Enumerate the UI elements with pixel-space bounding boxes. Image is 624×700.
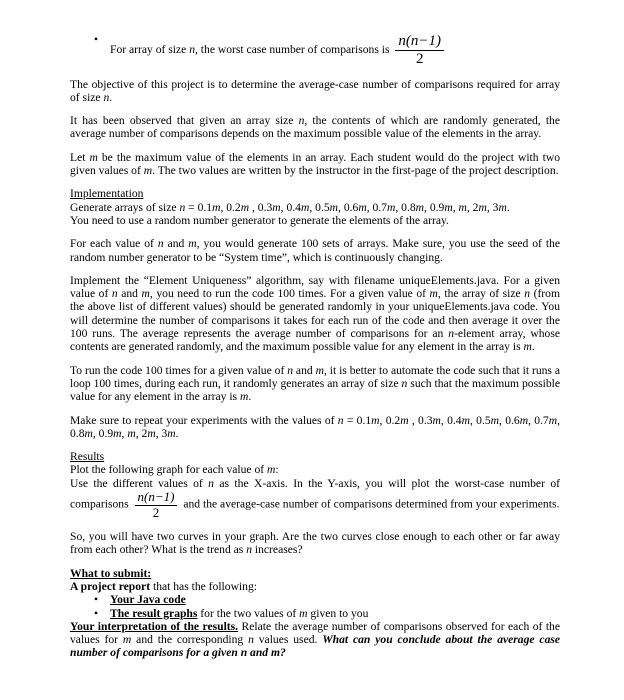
text-run: , 2: [135, 426, 148, 440]
text-run: m: [429, 287, 438, 301]
section-heading: [70, 187, 560, 200]
text-run: m: [432, 413, 441, 427]
text-run: A project report: [70, 580, 153, 593]
text-run: m: [122, 633, 132, 647]
paragraph: [70, 463, 560, 476]
text-run: , 0.5: [469, 413, 491, 427]
text-run: :: [275, 463, 279, 477]
text-run: , 0.7: [366, 200, 387, 214]
text-run: , 0.7: [528, 413, 549, 427]
text-run: given to you: [307, 606, 369, 620]
text-run: such that the maximum possible value for any element in the array is: [70, 376, 561, 404]
text-run: m: [188, 237, 197, 251]
text-run: increases?: [252, 543, 303, 557]
text-run: m: [329, 200, 339, 214]
text-run: , 0.6: [499, 413, 520, 427]
text-run: m: [490, 413, 500, 427]
section-heading: [70, 567, 560, 580]
text-run: , 0.3: [249, 200, 273, 214]
text-run: Implementation: [70, 187, 144, 201]
text-run: m: [299, 606, 308, 620]
list-item: [70, 607, 560, 620]
text-run: .: [506, 200, 510, 214]
text-run: m: [272, 200, 281, 214]
list-item-content: [110, 593, 186, 606]
text-run: m: [127, 426, 136, 440]
bullet-icon: •: [94, 593, 99, 607]
paragraph: [70, 580, 560, 593]
text-run: .: [248, 390, 252, 404]
text-run: , the contents of which are randomly generated, the average number of comparisons depends on the maximum possible value of the elements in the array.: [70, 114, 560, 141]
text-run: m: [239, 390, 249, 404]
text-run: n: [298, 114, 305, 128]
text-run: values used.: [253, 633, 323, 647]
fraction-numerator: n(n−1): [135, 490, 178, 506]
list-item: [70, 593, 560, 606]
text-run: , it is better to automate the code such that it runs a loop 100 times, during each run, it randomly generates an array of size: [70, 363, 560, 390]
text-run: ,: [452, 200, 459, 214]
text-run: m: [315, 363, 324, 377]
fraction: [135, 490, 178, 520]
text-run: m: [300, 200, 310, 214]
list-item-content: [110, 33, 447, 67]
text-run: n: [287, 363, 294, 377]
text-run: m: [267, 463, 276, 477]
text-run: To run the code 100 times for a given value of: [70, 363, 288, 377]
text-run: , 0.8: [70, 413, 561, 440]
text-run: m: [548, 413, 558, 427]
text-run: The objective of this project is to determine the average-case number of comparisons required for array of size: [70, 77, 560, 104]
text-run: and: [117, 287, 142, 301]
text-run: and: [163, 237, 189, 251]
paragraph: [70, 201, 560, 214]
text-run: m: [478, 200, 487, 214]
text-run: = 0.1: [343, 413, 372, 427]
text-run: , the worst case number of comparisons is: [195, 42, 393, 56]
text-run: m: [458, 200, 467, 214]
text-run: , 0.8: [395, 200, 416, 214]
text-run: Relate the average number of comparisons observed for each of the values for: [70, 619, 560, 647]
text-run: , the array of size: [437, 287, 525, 301]
text-run: m: [444, 200, 453, 214]
text-run: n: [208, 476, 214, 490]
text-run: Generate arrays of size: [70, 200, 180, 214]
list-item-content: [110, 607, 368, 620]
text-run: (from the above list of different values) should be generated randomly in your uniqueElements.java code. You will determine the number of comparisons it takes for each run of the code and then average it over the 100 runs. The average represents the average number of comparisons for an: [70, 287, 560, 341]
text-run: n: [246, 543, 252, 557]
text-run: n: [248, 633, 254, 647]
paragraph: [70, 237, 560, 264]
text-run: Implement the “Element Uniqueness” algorithm, say with filename uniqueElements.java. For a given value of: [70, 273, 560, 301]
paragraph: [70, 274, 560, 354]
text-run: m: [147, 426, 156, 440]
text-run: , 0.4: [280, 200, 301, 214]
text-run: m: [519, 413, 529, 427]
text-run: For each value of: [70, 237, 158, 251]
text-run: n: [157, 237, 164, 251]
text-run: , 0.3: [408, 413, 433, 427]
paragraph: [70, 151, 560, 178]
bullet-icon: •: [94, 33, 99, 46]
text-run: Your interpretation of the results.: [70, 619, 239, 633]
text-run: What can you conclude about the average case number of comparisons for a given n and m?: [70, 633, 561, 660]
text-run: , 3: [155, 426, 168, 440]
text-run: n: [524, 287, 531, 301]
document-body: [70, 33, 560, 660]
list-item: [70, 33, 560, 68]
text-run: m: [358, 200, 367, 214]
text-run: ,: [121, 426, 128, 440]
text-run: -element array, whose contents are generated randomly, and the maximum possible value for any element in the array is: [70, 327, 560, 354]
text-run: as the X-axis. In the Y-axis, you will plot the worst-case number of comparisons: [70, 476, 560, 511]
text-run: n: [448, 327, 455, 341]
text-run: , 0.9: [92, 426, 114, 440]
paragraph: [70, 214, 560, 227]
text-run: m: [461, 413, 470, 427]
text-run: . The two values are written by the instructor in the first-page of the project description.: [152, 164, 559, 178]
text-run: n: [189, 42, 195, 56]
paragraph: [70, 114, 560, 141]
text-run: m: [386, 200, 396, 214]
text-run: and the corresponding: [131, 633, 249, 647]
paragraph: [70, 414, 560, 441]
bullet-icon: •: [94, 606, 99, 620]
text-run: m: [498, 200, 507, 214]
text-run: Your Java code: [110, 593, 186, 607]
text-run: n: [179, 200, 186, 214]
text-run: and the average-case number of comparisons determined from your experiments.: [180, 497, 560, 511]
text-run: So, you will have two curves in your graph. Are the two curves close enough to each other or far away from each other? What is the trend as: [70, 530, 560, 557]
text-run: m: [415, 200, 425, 214]
text-run: .: [531, 340, 535, 354]
text-run: It has been observed that given an array size: [70, 114, 299, 128]
text-run: , 0.9: [424, 200, 445, 214]
text-run: Let: [70, 150, 90, 164]
text-run: , 0.2: [379, 413, 401, 427]
text-run: be the maximum value of the elements in an array. Each student would do the project with two given values of: [70, 150, 560, 178]
text-run: that has the following:: [152, 580, 257, 593]
text-run: , 3: [486, 200, 499, 214]
text-run: Use the different values of: [70, 476, 209, 490]
text-run: , 0.5: [309, 200, 330, 214]
text-run: , 0.6: [338, 200, 359, 214]
fraction-denominator: 2: [415, 50, 424, 67]
text-run: What to submit:: [70, 566, 152, 580]
text-run: Make sure to repeat your experiments with the values of: [70, 413, 338, 427]
text-run: = 0.1: [185, 200, 213, 214]
text-run: m: [141, 287, 150, 301]
text-run: n: [401, 376, 408, 390]
text-run: m: [84, 426, 93, 440]
text-run: You need to use a random number generator to generate the elements of the array.: [70, 213, 449, 227]
text-run: Plot the following graph for each value of: [70, 463, 268, 477]
text-run: , 0.2: [220, 200, 241, 214]
text-run: m: [89, 150, 98, 164]
text-run: m: [143, 164, 153, 178]
text-run: , you would generate 100 sets of arrays. Make sure, you use the seed of the random number generator to be “System time”, which is continuously changing.: [70, 237, 560, 264]
text-run: Results: [70, 450, 105, 464]
text-run: The result graphs: [110, 606, 198, 620]
section-heading: [70, 450, 560, 463]
text-run: m: [212, 200, 221, 214]
text-run: m: [167, 426, 176, 440]
text-run: , 2: [466, 200, 479, 214]
text-run: For array of size: [110, 42, 190, 56]
paragraph: [70, 78, 560, 105]
text-run: m: [400, 413, 409, 427]
text-run: n: [111, 287, 118, 301]
paragraph: [70, 620, 560, 660]
text-run: , 0.4: [440, 413, 462, 427]
text-run: .: [175, 426, 179, 440]
text-run: and: [293, 363, 316, 377]
text-run: , you need to run the code 100 times. For a given value of: [149, 287, 430, 301]
paragraph: [70, 364, 560, 404]
text-run: .: [109, 90, 113, 104]
text-run: m: [371, 413, 380, 427]
text-run: n: [337, 413, 344, 427]
fraction-denominator: 2: [152, 504, 160, 520]
paragraph: [70, 477, 560, 520]
fraction-numerator: n(n−1): [395, 33, 444, 51]
text-run: m: [113, 426, 122, 440]
text-run: for the two values of: [197, 606, 300, 620]
paragraph: [70, 530, 560, 557]
text-run: m: [240, 200, 250, 214]
text-run: n: [103, 90, 110, 104]
fraction: [395, 33, 444, 68]
text-run: m: [523, 340, 532, 354]
